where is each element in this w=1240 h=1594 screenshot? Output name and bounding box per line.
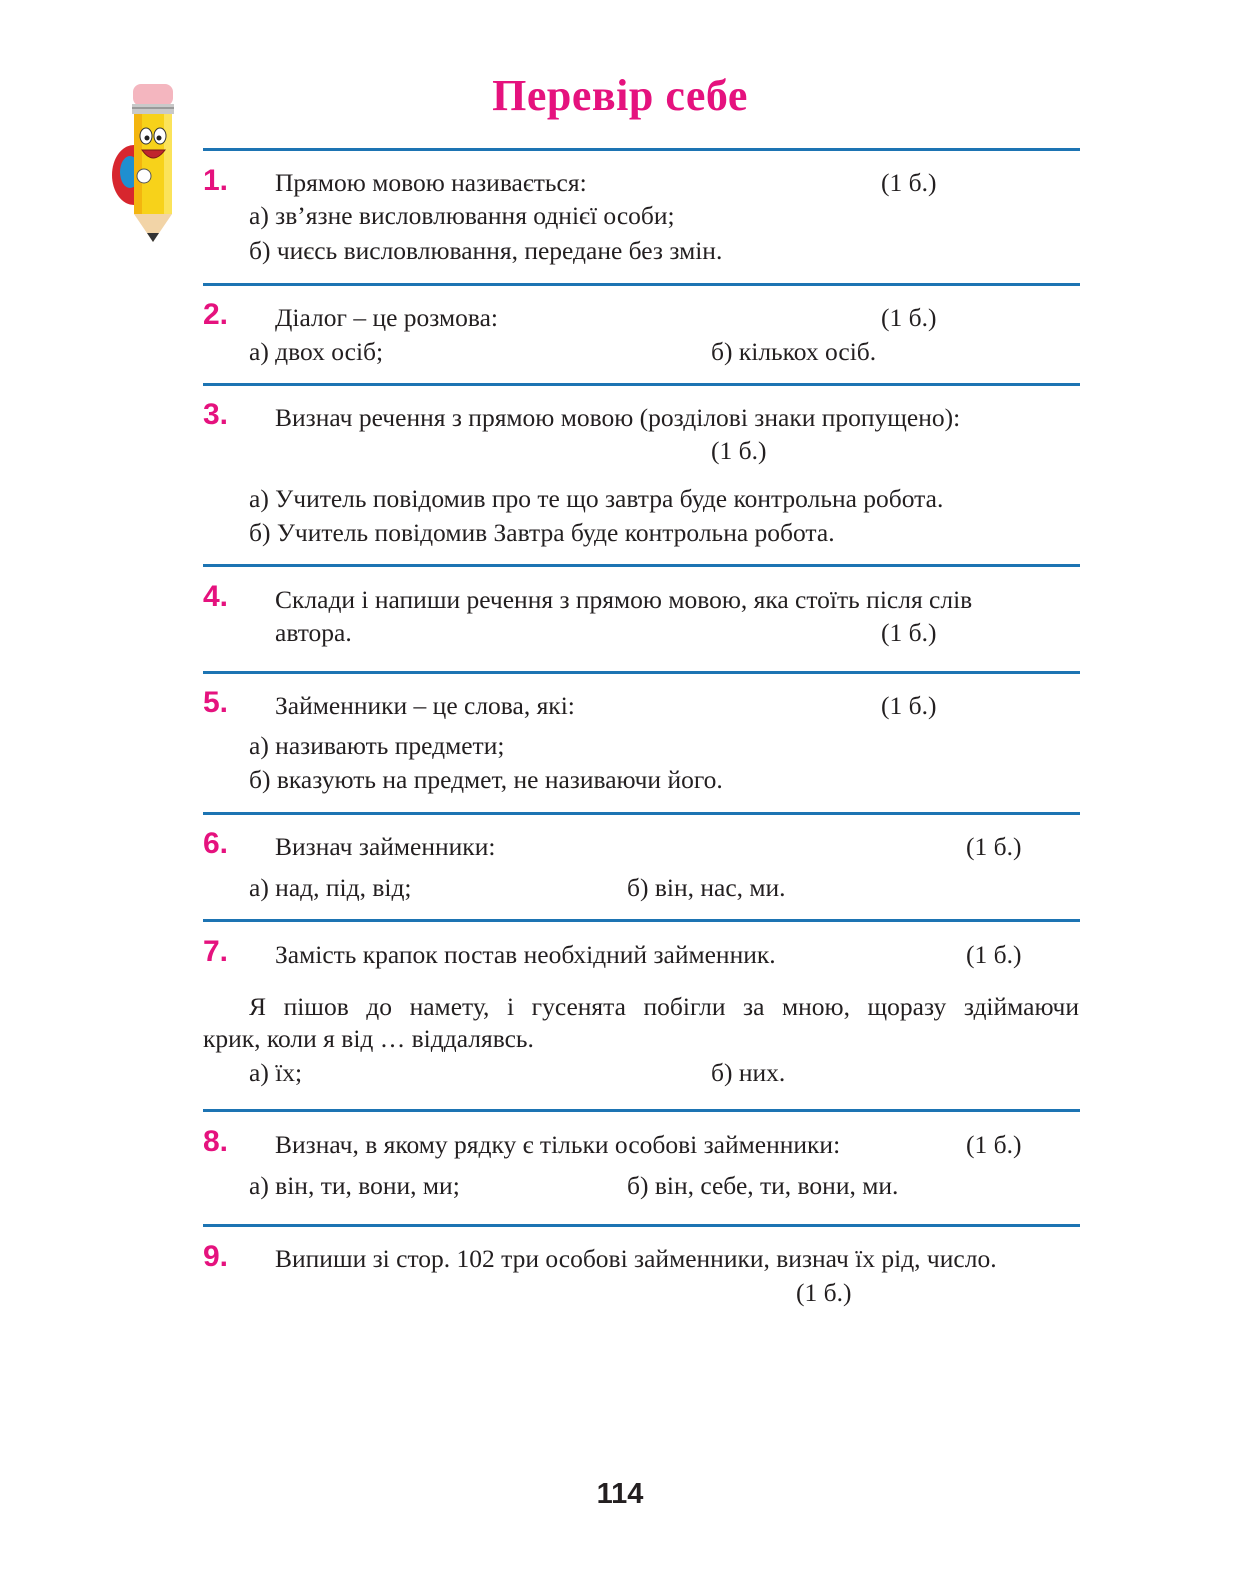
divider [203,671,1080,674]
question-text: Визнач речення з прямою мовою (розділові знаки пропущено): [275,403,961,432]
question-text-continued: автора. [275,618,352,647]
divider [203,919,1080,922]
question-text: Визнач займенники: [275,832,496,861]
option-b: б) них. [711,1058,786,1087]
question-points: (1 б.) [881,168,937,197]
option-b: б) чиєсь висловлювання, передане без змін. [249,236,723,265]
question-text: Склади і напиши речення з прямою мовою, яка стоїть після слів [275,585,973,614]
option-a: а) називають предмети; [249,731,505,760]
question-points: (1 б.) [881,691,937,720]
page-title: Перевір себе [492,71,748,120]
option-b: б) вказують на предмет, не називаючи його. [249,765,723,794]
page-number: 114 [596,1478,644,1510]
question-text: Замість крапок постав необхідний займенник. [275,940,776,969]
option-a: а) зв’язне висловлювання однієї особи; [249,201,675,230]
question-number: 8. [203,1125,229,1158]
question-points: (1 б.) [881,303,937,332]
question-text: Прямою мовою називається: [275,168,587,197]
question-points: (1 б.) [966,1130,1022,1159]
option-a: а) він, ти, вони, ми; [249,1171,460,1200]
question-text: Займенники – це слова, які: [275,691,575,720]
question-points: (1 б.) [966,832,1022,861]
divider [203,1224,1080,1227]
option-a: а) над, під, від; [249,873,412,902]
question-text: Діалог – це розмова: [275,303,499,332]
question-number: 2. [203,298,229,331]
question-number: 7. [203,935,229,968]
option-b: б) кількох осіб. [711,337,877,366]
question-number: 9. [203,1240,229,1273]
question-points: (1 б.) [711,436,767,465]
divider [203,564,1080,567]
question-number: 3. [203,398,229,431]
option-b: б) Учитель повідомив Завтра буде контрольна робота. [249,518,835,547]
question-number: 1. [203,164,229,197]
option-a: а) Учитель повідомив про те що завтра буде контрольна робота. [249,484,944,513]
option-b: б) він, нас, ми. [627,873,786,902]
question-text: Випиши зі стор. 102 три особові займенники, визнач їх рід, число. [275,1244,997,1273]
passage-line: Я пішов до намету, і гусенята побігли за мною, щоразу здіймаючи [249,992,1079,1021]
question-number: 6. [203,827,229,860]
option-b: б) він, себе, ти, вони, ми. [627,1171,899,1200]
divider [203,1109,1080,1112]
divider [203,383,1080,386]
question-points: (1 б.) [796,1278,852,1307]
question-points: (1 б.) [881,618,937,647]
question-number: 4. [203,580,229,613]
question-number: 5. [203,686,229,719]
divider [203,148,1080,151]
divider [203,812,1080,815]
option-a: а) двох осіб; [249,337,384,366]
question-text: Визнач, в якому рядку є тільки особові займенники: [275,1130,841,1159]
passage-line: крик, коли я від … віддалявсь. [203,1024,534,1053]
option-a: а) їх; [249,1058,303,1087]
question-points: (1 б.) [966,940,1022,969]
divider [203,283,1080,286]
